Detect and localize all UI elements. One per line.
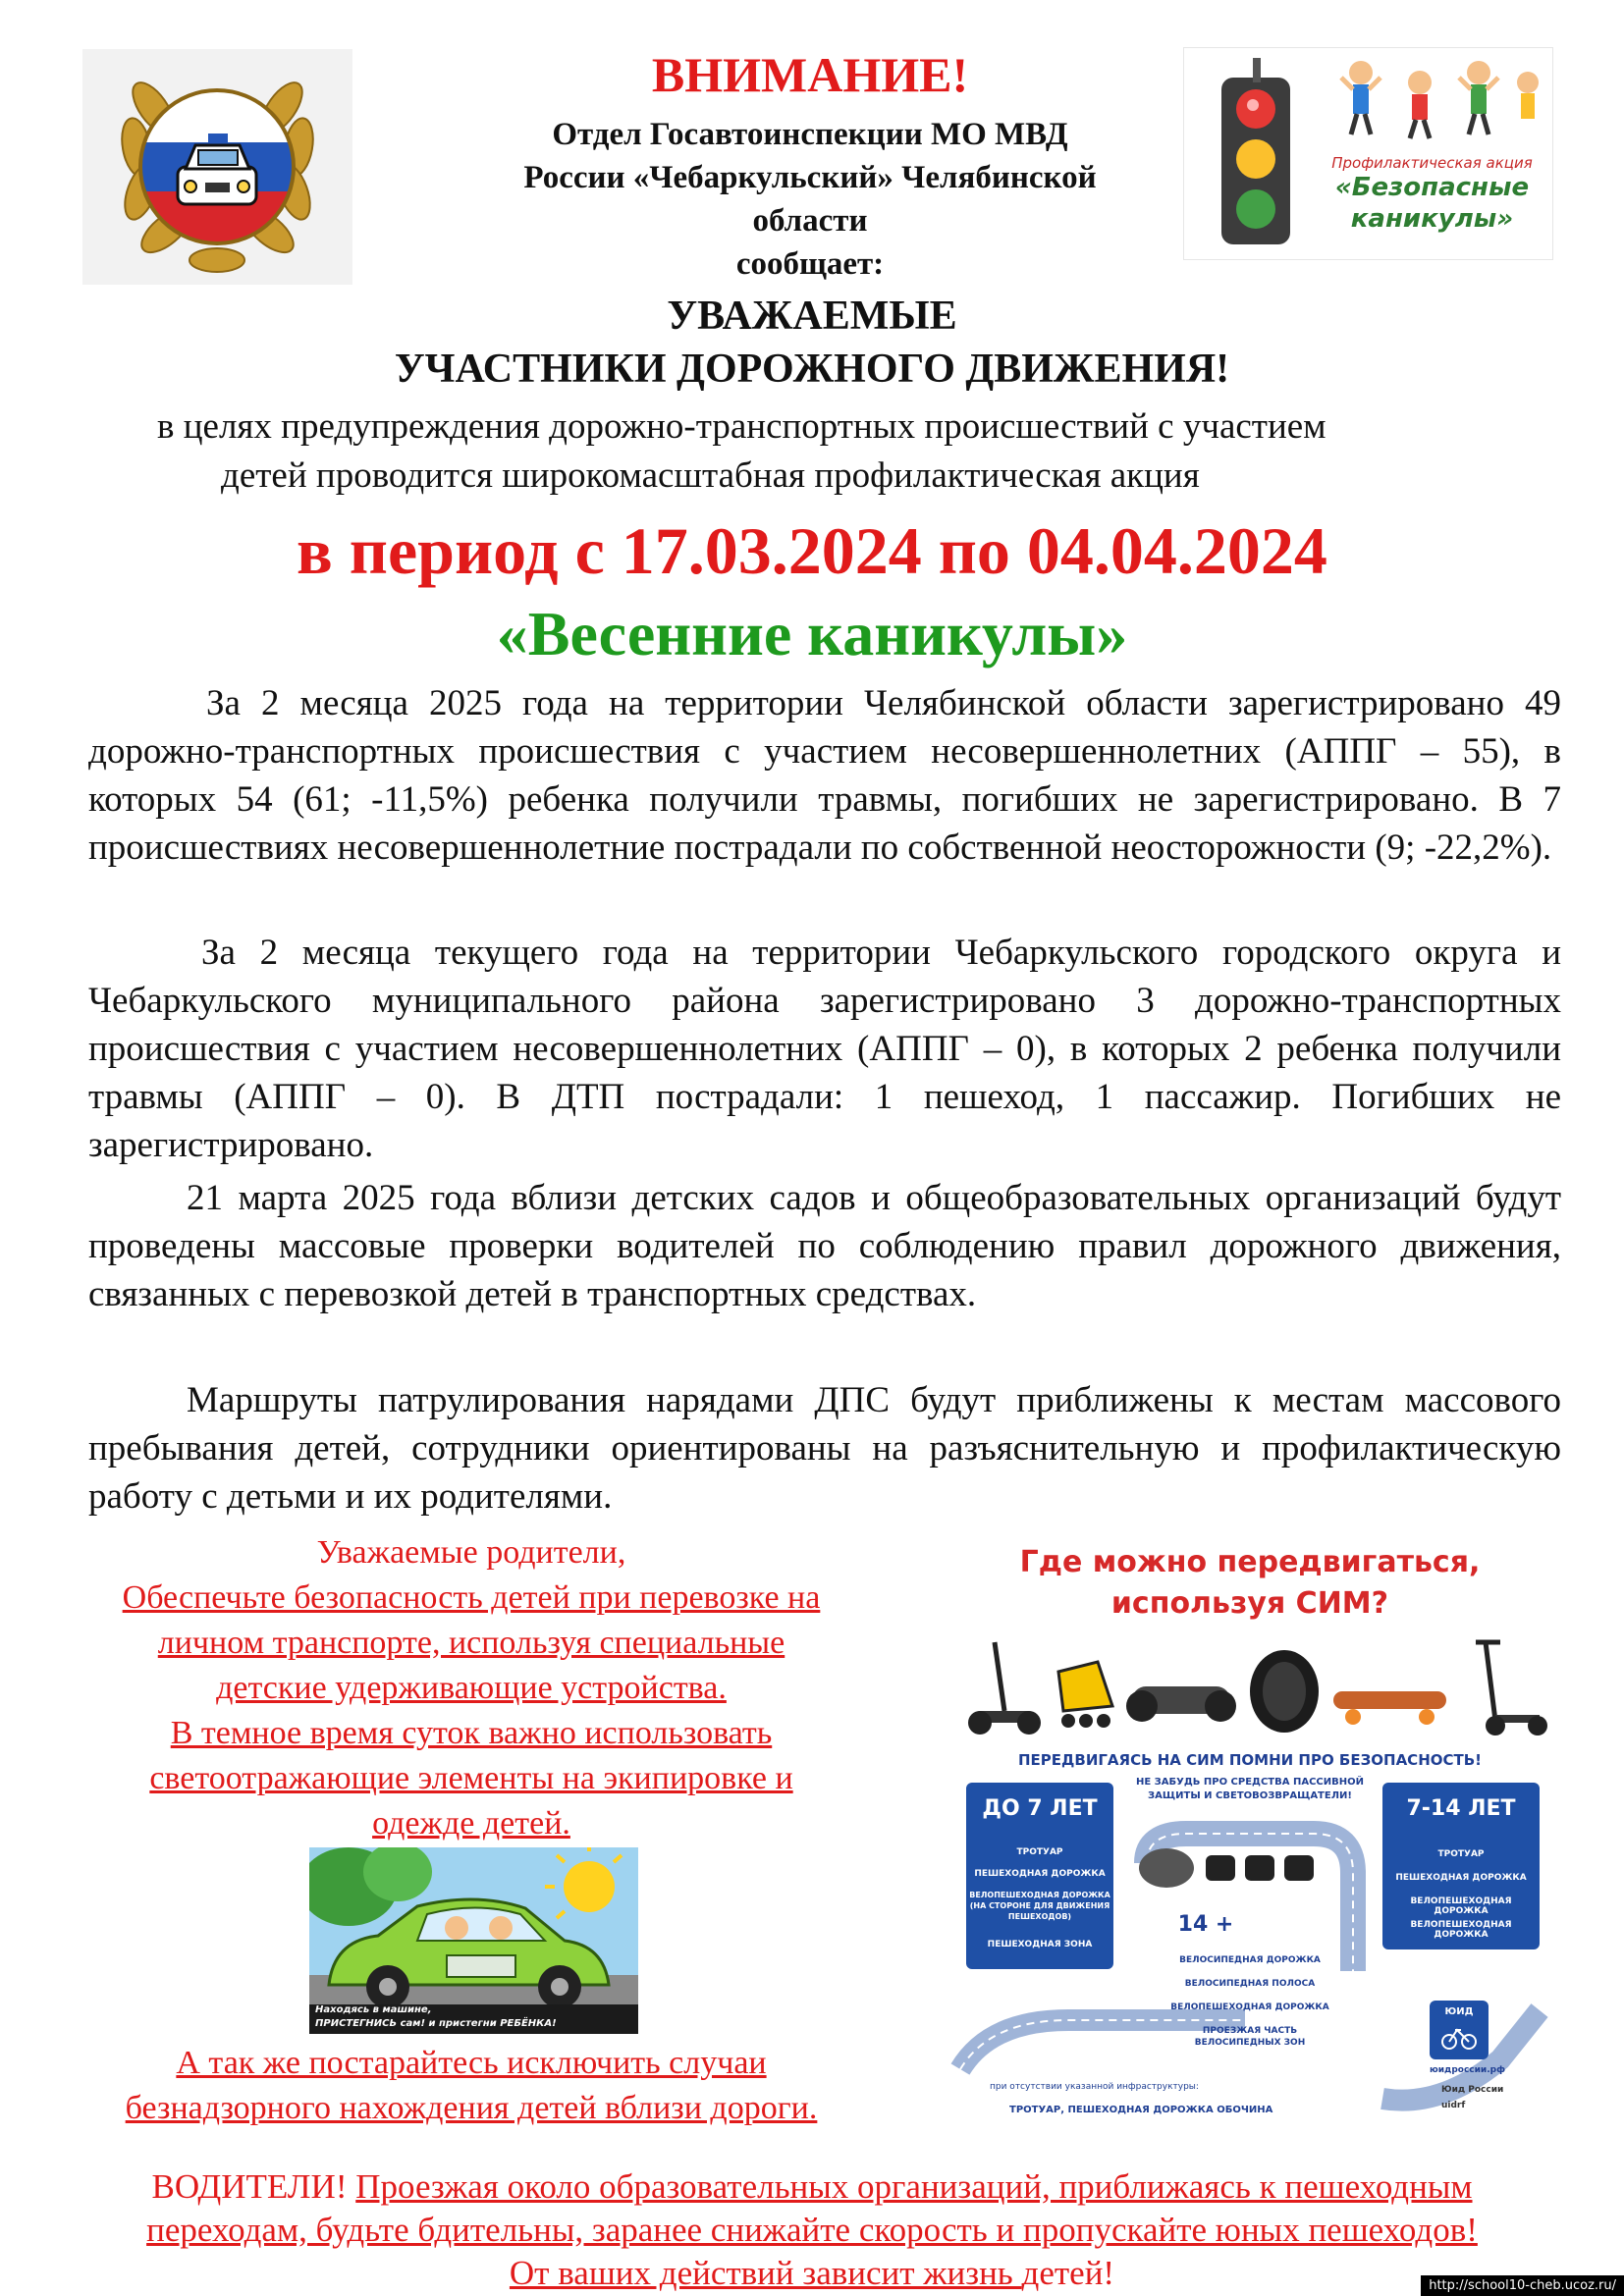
age-14-plus-item: ВЕЛОСИПЕДНАЯ ДОРОЖКА: [1179, 1955, 1321, 1965]
paragraph-driver-checks: 21 марта 2025 года вблизи детских садов и общеобразовательных организаций будут проведены массовые проверки водителей по соблюдению правил дорожного движения, связанных с перевозкой детей в транспортных средствах.: [88, 1178, 1561, 1314]
parents-line-5: светоотражающие элементы на экипировке и: [149, 1760, 793, 1796]
age-7-14-title: 7-14 ЛЕТ: [1406, 1796, 1516, 1821]
sim-poster-title-1: Где можно передвигаться,: [1019, 1545, 1481, 1579]
sim-poster-title-2: используя СИМ?: [1110, 1586, 1389, 1621]
age-under-7-item: ПЕШЕХОДНАЯ ЗОНА: [987, 1940, 1093, 1949]
drivers-line-2: переходам, будьте бдительны, заранее снижайте скорость и пропускайте юных пешеходов!: [146, 2211, 1478, 2249]
parents-title: Уважаемые родители,: [316, 1534, 626, 1571]
drivers-text-3: От ваших действий зависит жизнь: [509, 2254, 1022, 2292]
sim-poster-reminder-1: НЕ ЗАБУДЬ ПРО СРЕДСТВА ПАССИВНОЙ: [1136, 1777, 1364, 1788]
sim-poster-footer-2: ТРОТУАР, ПЕШЕХОДНАЯ ДОРОЖКА ОБОЧИНА: [1009, 2105, 1273, 2115]
age-14-plus-item: ВЕЛОСИПЕДНАЯ ПОЛОСА: [1184, 1979, 1316, 1989]
age-under-7-item: ПЕШЕХОДНАЯ ДОРОЖКА: [974, 1869, 1106, 1879]
header-line-4: сообщает:: [735, 246, 885, 282]
uid-social-2: uidrf: [1441, 2101, 1466, 2110]
age-14-plus-card: [1166, 1912, 1333, 2059]
parents-line-7: А так же постарайтесь исключить случаи: [176, 2045, 767, 2081]
greeting-line-2: УЧАСТНИКИ ДОРОЖНОГО ДВИЖЕНИЯ!: [394, 347, 1230, 392]
campaign-period: в период с 17.03.2024 по 04.04.2024: [297, 513, 1327, 588]
sim-poster: [950, 1539, 1549, 2130]
seatbelt-picture: [309, 1847, 638, 2034]
warning-heading: ВНИМАНИЕ!: [651, 47, 969, 102]
gibdd-emblem-icon: [82, 49, 352, 285]
sim-poster-footer-1: при отсутствии указанной инфраструктуры:: [990, 2082, 1199, 2092]
parents-line-8: безнадзорного нахождения детей вблизи дороги.: [125, 2090, 818, 2126]
watermark-url[interactable]: http://school10-cheb.ucoz.ru/: [1421, 2275, 1624, 2296]
uid-brand-text: ЮИД: [1444, 2006, 1474, 2017]
drivers-line-3: [0, 2252, 1624, 2295]
uid-site: юидроссии.рф: [1430, 2065, 1506, 2075]
sim-vehicles-icon: [950, 1632, 1549, 1740]
header-line-2: России «Чебаркульский» Челябинской: [523, 160, 1097, 195]
age-under-7-item: ВЕЛОПЕШЕХОДНАЯ ДОРОЖКА: [969, 1891, 1110, 1899]
uid-social-1: Юид России: [1441, 2085, 1504, 2095]
sim-poster-reminder-2: ЗАЩИТЫ И СВЕТОВОЗВРАЩАТЕЛИ!: [1148, 1790, 1352, 1801]
parents-line-6: одежде детей.: [372, 1805, 570, 1842]
age-under-7-item: (НА СТОРОНЕ ДЛЯ ДВИЖЕНИЯ: [969, 1901, 1110, 1910]
age-under-7-card: [966, 1783, 1113, 1969]
parents-line-1: Обеспечьте безопасность детей при перевозке на: [122, 1579, 821, 1616]
seatbelt-caption-1: Находясь в машине,: [315, 2004, 432, 2015]
age-7-14-item: ВЕЛОПЕШЕХОДНАЯ ДОРОЖКА: [1410, 1920, 1512, 1940]
uid-brand-badge: [1430, 2001, 1489, 2059]
safe-holidays-logo: [1183, 47, 1553, 260]
drivers-text-3b: детей!: [1021, 2254, 1115, 2292]
age-14-plus-item: ВЕЛОСИПЕДНЫХ ЗОН: [1194, 2038, 1306, 2048]
parents-line-2: личном транспорте, используя специальные: [157, 1625, 785, 1661]
intro-line-2: детей проводится широкомасштабная профилактическая акция: [221, 455, 1200, 496]
age-7-14-item: ПЕШЕХОДНАЯ ДОРОЖКА: [1395, 1873, 1527, 1883]
paragraph-patrol-routes: Маршруты патрулирования нарядами ДПС будут приближены к местам массового пребывания детей, сотрудники ориентированы на разъяснительную и профилактическую работу с детьми и их родителями.: [88, 1380, 1561, 1517]
age-under-7-item: ТРОТУАР: [1016, 1847, 1063, 1857]
sim-poster-banner: ПЕРЕДВИГАЯСЬ НА СИМ ПОМНИ ПРО БЕЗОПАСНОСТЬ!: [1017, 1751, 1483, 1769]
drivers-label: ВОДИТЕЛИ!: [151, 2167, 348, 2206]
safe-holidays-caption: [1312, 154, 1552, 235]
safe-holidays-subtitle: Профилактическая акция: [1331, 154, 1533, 172]
intro-line-1: в целях предупреждения дорожно-транспортных происшествий с участием: [157, 406, 1326, 447]
bicycle-icon: [1441, 2024, 1477, 2050]
paragraph-district-stats: За 2 месяца текущего года на территории Чебаркульского городского округа и Чебаркульского муниципального района зарегистрировано 3 дорожно-транспортных происшествия с участием несовершеннолетних (АППГ – 0), в которых 2 ребенка получили травмы (АППГ – 0). В ДТП пострадали: 1 пешеход, 1 пассажир. Погибших не зарегистрировано.: [88, 933, 1561, 1165]
header-line-3: области: [752, 203, 868, 239]
parents-line-3: детские удерживающие устройства.: [216, 1670, 727, 1706]
parents-line-4: В темное время суток важно использовать: [170, 1715, 773, 1751]
paragraph-region-stats: За 2 месяца 2025 года на территории Челябинской области зарегистрировано 49 дорожно-транспортных происшествия с участием несовершеннолетних (АППГ – 55), в которых 54 (61; -11,5%) ребенка получили травмы, погибших не зарегистрировано. В 7 происшествиях несовершеннолетние пострадали по собственной неосторожности (9; -22,2%).: [88, 683, 1561, 868]
greeting-line-1: УВАЖАЕМЫЕ: [667, 294, 957, 339]
age-14-plus-item: ПРОЕЗЖАЯ ЧАСТЬ: [1202, 2026, 1298, 2036]
age-under-7-item: ПЕШЕХОДОВ): [1007, 1912, 1072, 1921]
drivers-text-1: Проезжая около образовательных организаций, приближаясь к пешеходным: [355, 2167, 1473, 2206]
drivers-line-1: [0, 2165, 1624, 2209]
campaign-name: «Весенние каникулы»: [496, 599, 1128, 668]
gibdd-emblem: [82, 49, 352, 285]
age-7-14-item: ВЕЛОПЕШЕХОДНАЯ ДОРОЖКА: [1410, 1896, 1512, 1916]
age-14-plus-title: 14 +: [1177, 1912, 1234, 1937]
safe-holidays-title-2: каникулы»: [1350, 204, 1514, 234]
age-under-7-title: ДО 7 ЛЕТ: [982, 1796, 1098, 1821]
age-7-14-item: ТРОТУАР: [1437, 1849, 1485, 1859]
header-line-1: Отдел Госавтоинспекции МО МВД: [552, 117, 1068, 152]
age-14-plus-item: ВЕЛОПЕШЕХОДНАЯ ДОРОЖКА: [1170, 2002, 1329, 2012]
safe-holidays-title-1: «Безопасные: [1334, 173, 1530, 202]
seatbelt-caption-2: ПРИСТЕГНИСЬ сам! и пристегни РЕБЁНКА!: [315, 2018, 557, 2029]
age-7-14-card: [1382, 1783, 1540, 1949]
